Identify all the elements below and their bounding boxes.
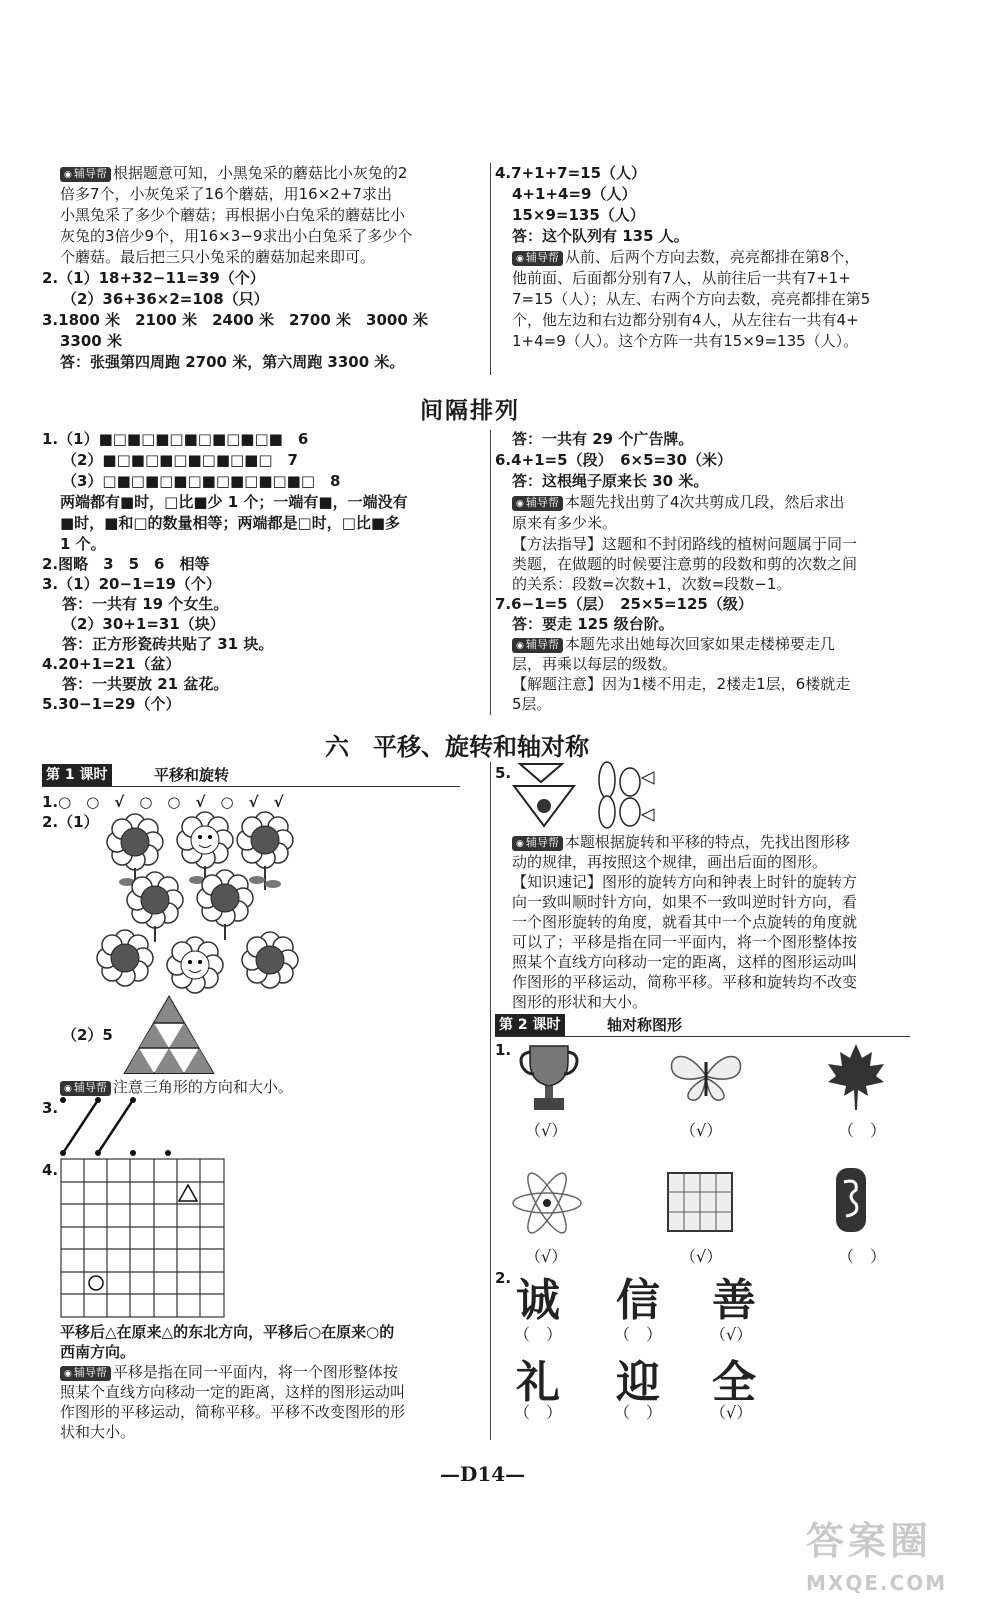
answer-line: （2）5 xyxy=(62,1026,113,1044)
helper-tag: ◉ 辅导帮 xyxy=(60,1081,111,1096)
check-mark: （ ） xyxy=(838,1121,887,1140)
sunflower-icon xyxy=(97,930,153,986)
question-label: 5. xyxy=(495,764,512,782)
lesson-2-header xyxy=(495,1014,910,1037)
check-mark: （ ） xyxy=(514,1325,563,1344)
question-label: 1. xyxy=(495,1041,512,1059)
answer-line: 3.（1）20−1=19（个） xyxy=(42,575,221,593)
answer-line: 4+1+4=9（人） xyxy=(512,185,637,203)
window-grid-icon xyxy=(667,1172,733,1232)
helper-tag: ◉ 辅导帮 xyxy=(512,496,563,511)
question-label: 4. xyxy=(42,1161,59,1179)
answer-line: 6.4+1=5（段） 6×5=30（米） xyxy=(495,451,732,469)
text-line: 作图形的平移运动，简称平移。平移不改变图形的形 xyxy=(60,1403,406,1421)
answer-line: 3.1800 米 2100 米 2400 米 2700 米 3000 米 xyxy=(42,311,428,329)
watermark-sub: MXQE.COM xyxy=(806,1571,948,1595)
answer-line: 2.（1）18+32−11=39（个） xyxy=(42,269,265,287)
character: 诚 xyxy=(516,1275,560,1326)
check-mark: （ ） xyxy=(838,1247,887,1266)
helper-tag: ◉ 辅导帮 xyxy=(512,836,563,851)
help-paragraph-4: ◉ 辅导帮 本题先求出她每次回家如果走楼梯要走几 xyxy=(512,634,835,655)
helper-tag: ◉ 辅导帮 xyxy=(60,1366,111,1381)
check-mark: （√） xyxy=(680,1247,723,1266)
check-mark: （ ） xyxy=(614,1403,663,1422)
text-line: 状和大小。 xyxy=(60,1423,136,1441)
sunflower-icon xyxy=(242,932,298,988)
chapter-title: 六 平移、旋转和轴对称 xyxy=(325,732,589,761)
check-mark: （√） xyxy=(525,1247,568,1266)
sunflower-icon xyxy=(197,870,253,940)
answer-line: 5.30−1=29（个） xyxy=(42,695,181,713)
watermark xyxy=(806,1510,947,1595)
check-mark: （√） xyxy=(710,1403,753,1422)
helper-tag: ◉ 辅导帮 xyxy=(60,167,111,182)
note-tag: 【解题注意】 xyxy=(512,675,603,693)
text-line: 灰兔的3倍少9个，用16×3−9求出小白兔采了多少个 xyxy=(60,227,413,245)
question-label: 2. xyxy=(495,1269,512,1287)
text-line: 层，再乘以每层的级数。 xyxy=(512,655,678,673)
text-line: 照某个直线方向移动一定的距离，这样的图形运动叫 xyxy=(60,1383,406,1401)
answer-line: 两端都有■时，□比■少 1 个；一端有■，一端没有 xyxy=(60,493,408,511)
help-paragraph-5: ◉ 辅导帮 注意三角形的方向和大小。 xyxy=(60,1077,293,1098)
check-mark: （√） xyxy=(680,1121,723,1140)
answer-line: 15×9=135（人） xyxy=(512,206,645,224)
help-paragraph-1: ◉ 辅导帮 根据题意可知，小黑兔采的蘑菇比小灰兔的2 xyxy=(60,163,407,184)
answer-line: （2）36+36×2=108（只） xyxy=(62,290,269,308)
sunflower-icon xyxy=(167,937,223,993)
check-mark: （ ） xyxy=(614,1325,663,1344)
column-divider xyxy=(490,762,491,1440)
text-line: 他前面、后面都分别有7人，从前往后一共有7+1+ xyxy=(512,269,851,287)
dot-lines-figure xyxy=(58,1095,198,1160)
help-paragraph-2: ◉ 辅导帮 从前、后两个方向去数，亮亮都排在第8个， xyxy=(512,247,859,268)
butterfly-icon xyxy=(668,1048,744,1104)
answer-line: 答：这个队列有 135 人。 xyxy=(512,227,689,245)
lesson-1-header xyxy=(42,764,460,787)
answer-line: 平移后△在原来△的东北方向，平移后○在原来○的 xyxy=(60,1323,395,1341)
answer-line: 4.7+1+7=15（人） xyxy=(495,164,647,182)
text-line: 照某个直线方向移动一定的距离，这样的图形运动叫 xyxy=(512,953,858,971)
answer-line: 1.○ ○ √ ○ ○ √ ○ √ √ xyxy=(42,793,284,811)
answer-line: 答：一共要放 21 盆花。 xyxy=(62,675,229,693)
answer-line: ■时，■和□的数量相等；两端都是□时，□比■多 xyxy=(60,514,401,532)
help-paragraph-6: ◉ 辅导帮 平移是指在同一平面内，将一个图形整体按 xyxy=(60,1362,398,1383)
help-paragraph-3: ◉ 辅导帮 本题先找出剪了4次共剪成几段，然后求出 xyxy=(512,492,844,513)
text-line: 类题，在做题的时候要注意剪的段数和剪的次数之间 xyxy=(512,555,858,573)
text-line: 5层。 xyxy=(512,695,552,713)
answer-line: （3）□■□■□■□■□■□■□■□ 8 xyxy=(62,472,341,490)
character: 礼 xyxy=(516,1357,560,1408)
column-divider xyxy=(490,163,491,375)
knowledge-paragraph: 【知识速记】图形的旋转方向和钟表上时针的旋转方 xyxy=(512,873,858,891)
check-mark: （√） xyxy=(710,1325,753,1344)
method-tag: 【方法指导】 xyxy=(512,535,603,553)
knowledge-tag: 【知识速记】 xyxy=(512,873,603,891)
answer-line: 答：正方形瓷砖共贴了 31 块。 xyxy=(62,635,274,653)
text-line: 小黑兔采了多少个蘑菇；再根据小白兔采的蘑菇比小 xyxy=(60,206,406,224)
grid-figure xyxy=(60,1158,226,1320)
answer-line: 答：张强第四周跑 2700 米，第六周跑 3300 米。 xyxy=(60,353,405,371)
lesson-number: 第 1 课时 xyxy=(42,764,112,786)
note-paragraph: 【解题注意】因为1楼不用走，2楼走1层，6楼就走 xyxy=(512,675,851,693)
emblem-icon xyxy=(834,1166,868,1234)
helper-tag: ◉ 辅导帮 xyxy=(512,251,563,266)
text-line: 向一致叫顺时针方向，如果不一致叫逆时针方向，看 xyxy=(512,893,858,911)
check-mark: （√） xyxy=(525,1121,568,1140)
help-paragraph-7: ◉ 辅导帮 本题根据旋转和平移的特点，先找出图形移 xyxy=(512,832,850,853)
section-title: 间隔排列 xyxy=(420,397,520,424)
text-line: 个，他左边和右边都分别有4人，从左往右一共有4+ xyxy=(512,311,859,329)
character: 全 xyxy=(712,1357,756,1408)
text-line: 图形的形状和大小。 xyxy=(512,993,648,1011)
answer-line: （2）30+1=31（块） xyxy=(62,615,225,633)
text-line: 动的规律，再按照这个规律，画出后面的图形。 xyxy=(512,853,828,871)
text-line: 倍多7个，小灰兔采了16个蘑菇，用16×2+7求出 xyxy=(60,185,392,203)
question-label: 3. xyxy=(42,1099,59,1117)
answer-line: 1 个。 xyxy=(60,535,106,553)
trophy-icon xyxy=(518,1042,580,1114)
answer-line: 答：这根绳子原来长 30 米。 xyxy=(512,472,709,490)
question-label: 2.（1） xyxy=(42,813,99,831)
text-line: 1+4=9（人）。这个方阵一共有15×9=135（人）。 xyxy=(512,332,859,350)
method-paragraph: 【方法指导】这题和不封闭路线的植树问题属于同一 xyxy=(512,535,858,553)
text-line: 原来有多少米。 xyxy=(512,514,618,532)
answer-line: 答：一共有 19 个女生。 xyxy=(62,595,229,613)
answer-line: 3300 米 xyxy=(60,332,122,350)
answer-line: 1.（1）■□■□■□■□■□■□■ 6 xyxy=(42,430,309,448)
maple-leaf-icon xyxy=(826,1042,886,1112)
text-line: 的关系：段数=次数+1，次数=段数−1。 xyxy=(512,575,792,593)
lesson-number: 第 2 课时 xyxy=(495,1014,565,1036)
text-line: 作图形的平移运动，简称平移。平移和旋转均不改变 xyxy=(512,973,858,991)
answer-line: 2.图略 3 5 6 相等 xyxy=(42,555,210,573)
character: 善 xyxy=(712,1275,756,1326)
page-number: —D14— xyxy=(440,1462,526,1486)
text-line: 一个图形旋转的角度，就看其中一个点旋转的角度就 xyxy=(512,913,858,931)
text-line: 可以了；平移是指在同一平面内，将一个图形整体按 xyxy=(512,933,858,951)
answer-line: 答：一共有 29 个广告牌。 xyxy=(512,430,694,448)
lesson-title: 平移和旋转 xyxy=(154,766,230,784)
answer-line: 7.6−1=5（层） 25×5=125（级） xyxy=(495,595,753,613)
rotation-figure xyxy=(512,760,662,830)
flower-figures xyxy=(95,810,320,1000)
helper-tag: ◉ 辅导帮 xyxy=(512,638,563,653)
answer-line: （2）■□■□■□■□■□■□ 7 xyxy=(62,451,298,469)
answer-line: 4.20+1=21（盆） xyxy=(42,655,181,673)
character: 信 xyxy=(616,1275,660,1326)
atom-icon xyxy=(510,1166,584,1240)
sunflower-icon xyxy=(127,872,183,942)
text-line: 个蘑菇。最后把三只小兔采的蘑菇加起来即可。 xyxy=(60,248,376,266)
text-line: 7=15（人）；从左、右两个方向去数，亮亮都排在第5 xyxy=(512,290,871,308)
lesson-title: 轴对称图形 xyxy=(607,1016,683,1034)
check-mark: （ ） xyxy=(514,1403,563,1422)
answer-line: 西南方向。 xyxy=(60,1343,136,1361)
watermark-main: 答案圈 xyxy=(806,1519,933,1563)
answer-line: 答：要走 125 级台阶。 xyxy=(512,615,674,633)
column-divider xyxy=(490,430,491,715)
triangle-figure xyxy=(123,995,215,1075)
character: 迎 xyxy=(616,1357,660,1408)
